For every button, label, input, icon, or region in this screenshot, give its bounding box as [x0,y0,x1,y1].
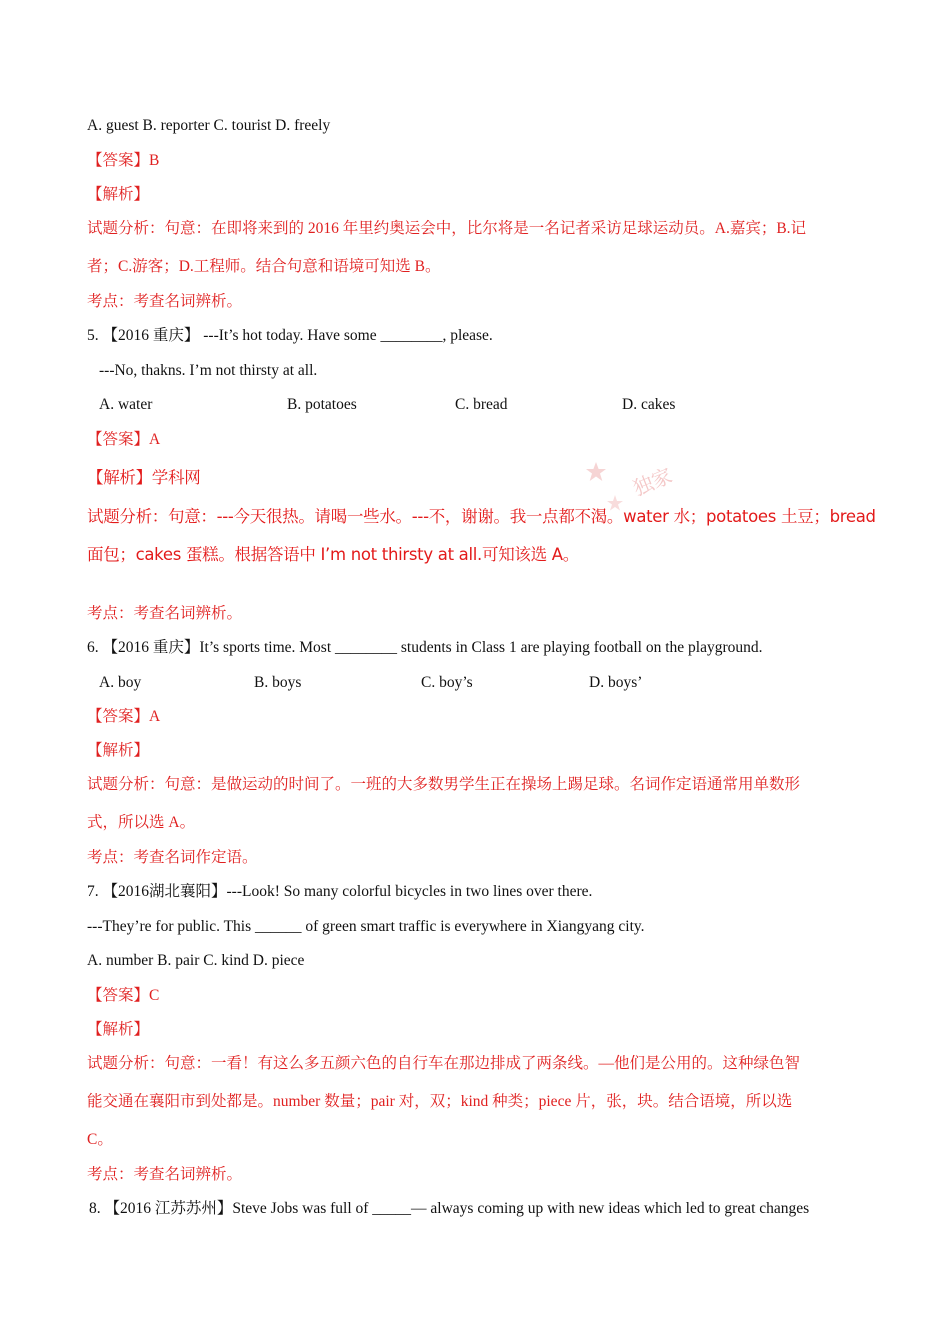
q7-analysis-line-3: C。 [87,1131,113,1148]
q6-analysis-line-1: 试题分析：句意：是做运动的时间了。一班的大多数男学生正在操场上踢足球。名词作定语通常用单数形 [87,776,801,793]
q4-analysis-heading: 【解析】 [87,186,150,203]
q6-answer: 【答案】A [87,708,161,725]
q5-analysis-line-1: 试题分析：句意：---今天很热。请喝一些水。---不，谢谢。我一点都不渴。water 水；potatoes 土豆；bread [87,507,876,526]
q5-answer: 【答案】A [87,431,161,448]
q6-option-c: C. boy’s [421,674,473,691]
q4-answer: 【答案】B [87,152,160,169]
q6-analysis-line-2: 式，所以选 A。 [87,814,196,831]
q5-option-a: A. water [99,396,153,413]
q7-answer: 【答案】C [87,987,160,1004]
q5-option-d: D. cakes [622,396,676,413]
watermark-star-icon [584,460,608,484]
q5-analysis-line-2: 面包；cakes 蛋糕。根据答语中 I’m not thirsty at all.可知该选 A。 [87,545,579,564]
q5-analysis-heading: 【解析】学科网 [87,468,201,487]
q7-analysis-heading: 【解析】 [87,1021,150,1038]
q7-analysis-line-1: 试题分析：句意：一看！有这么多五颜六色的自行车在那边排成了两条线。—他们是公用的。这种绿色智 [87,1055,801,1072]
q4-analysis-line-2: 者；C.游客；D.工程师。结合句意和语境可知选 B。 [87,258,441,275]
q5-exam-point: 考点：考查名词辨析。 [87,605,243,622]
q5-stem-reply: ---No, thakns. I’m not thirsty at all. [99,362,318,379]
q4-exam-point: 考点：考查名词辨析。 [87,293,243,310]
q6-option-a: A. boy [99,674,142,691]
q7-exam-point: 考点：考查名词辨析。 [87,1166,243,1183]
q5-stem: 5. 【2016 重庆】 ---It’s hot today. Have some ________, please. [87,327,493,344]
q7-analysis-line-2: 能交通在襄阳市到处都是。number 数量；pair 对，双；kind 种类；piece 片，张，块。结合语境，所以选 [87,1093,793,1110]
q5-option-b: B. potatoes [287,396,357,413]
q6-exam-point: 考点：考查名词作定语。 [87,849,258,866]
watermark-text: 独家 [629,463,676,501]
q6-analysis-heading: 【解析】 [87,742,150,759]
q6-stem: 6. 【2016 重庆】It’s sports time. Most ________ students in Class 1 are playing football on the playground. [87,639,763,656]
q6-option-d: D. boys’ [589,674,643,691]
q7-stem: 7. 【2016湖北襄阳】---Look! So many colorful bicycles in two lines over there. [87,883,593,900]
q5-option-c: C. bread [455,396,508,413]
q4-analysis-line-1: 试题分析：句意：在即将来到的 2016 年里约奥运会中，比尔将是一名记者采访足球运动员。A.嘉宾；B.记 [87,220,807,237]
q8-stem: 8. 【2016 江苏苏州】Steve Jobs was full of _____— always coming up with new ideas which led to great changes [89,1200,810,1217]
q7-stem-reply: ---They’re for public. This ______ of green smart traffic is everywhere in Xiangyang city. [87,918,645,935]
q4-options: A. guest B. reporter C. tourist D. freely [87,117,331,134]
q6-option-b: B. boys [254,674,302,691]
q7-options: A. number B. pair C. kind D. piece [87,952,305,969]
